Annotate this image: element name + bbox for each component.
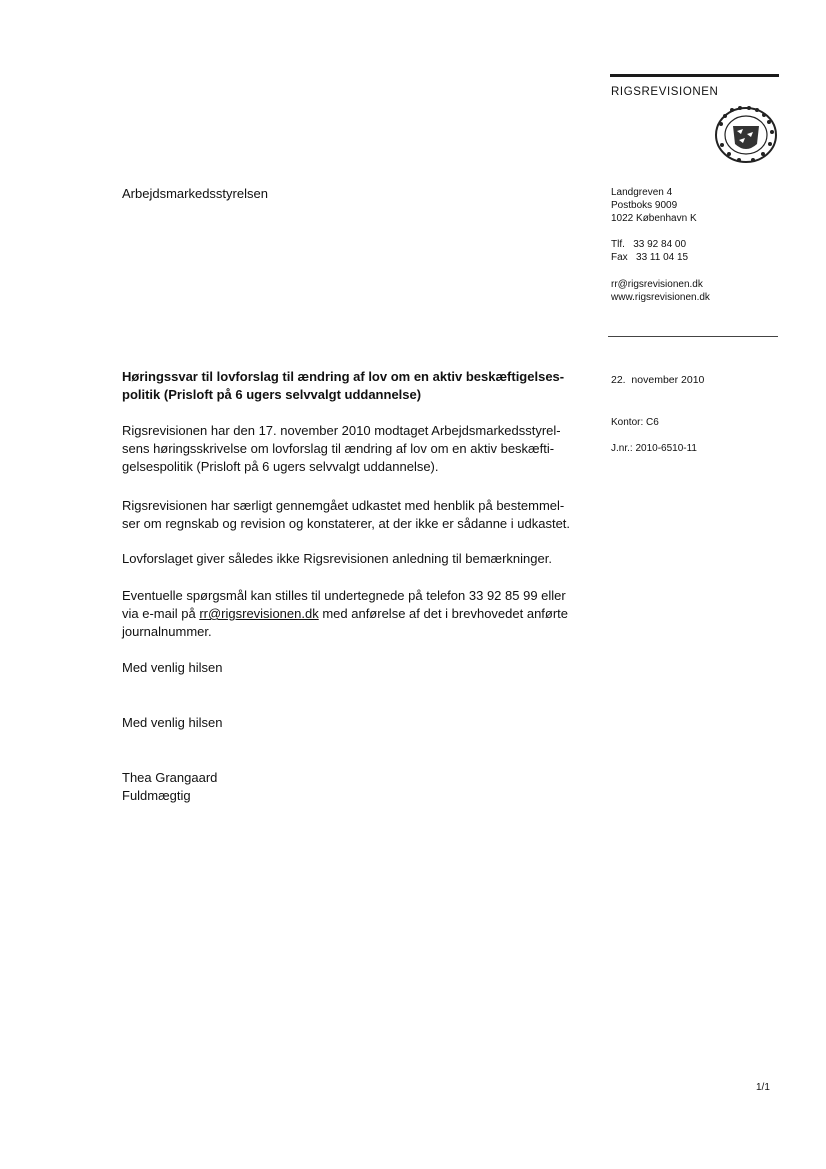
website-address: www.rigsrevisionen.dk: [611, 292, 710, 303]
paragraph-line: Rigsrevisionen har særligt gennemgået udkastet med henblik på bestemmel-: [122, 498, 565, 513]
journal-number: J.nr.: 2010-6510-11: [611, 443, 697, 454]
paragraph-contact: [122, 587, 584, 641]
paragraph-line: ser om regnskab og revision og konstaterer, at der ikke er sådanne i udkastet.: [122, 516, 571, 531]
page-number: 1/1: [756, 1082, 770, 1093]
sidebar-web: [611, 278, 710, 304]
signer-title: Fuldmægtig: [122, 788, 191, 803]
signer-name: Thea Grangaard: [122, 770, 218, 785]
address-line: Landgreven 4: [611, 187, 673, 198]
subject-line: Høringssvar til lovforslag til ændring af lov om en aktiv beskæftigelses-: [122, 369, 565, 384]
sidebar-divider: [608, 336, 778, 337]
recipient-name: Arbejdsmarkedsstyrelsen: [122, 186, 268, 201]
paragraph-review: [122, 497, 584, 533]
folketinget-seal-icon: [713, 104, 779, 164]
address-line: Postboks 9009: [611, 200, 678, 211]
org-name: RIGSREVISIONEN: [611, 86, 719, 98]
paragraph-line: Eventuelle spørgsmål kan stilles til undertegnede på telefon 33 92 85 99 eller: [122, 588, 566, 603]
signature-block: [122, 769, 584, 805]
closing-greeting-repeat: Med venlig hilsen: [122, 715, 223, 730]
paragraph-line-with-email: [122, 605, 584, 623]
email-address: rr@rigsrevisionen.dk: [611, 279, 703, 290]
sidebar-address: [611, 186, 697, 225]
email-link[interactable]: rr@rigsrevisionen.dk: [199, 606, 319, 621]
letter-subject: [122, 368, 584, 404]
fax-line: Fax 33 11 04 15: [611, 252, 689, 263]
paragraph-line: Rigsrevisionen har den 17. november 2010 modtaget Arbejdsmarkedsstyrel-: [122, 423, 561, 438]
closing-greeting: Med venlig hilsen: [122, 660, 223, 675]
letter-date: 22. november 2010: [611, 374, 705, 386]
paragraph-conclusion: Lovforslaget giver således ikke Rigsrevisionen anledning til bemærkninger.: [122, 551, 552, 566]
phone-line: Tlf. 33 92 84 00: [611, 239, 687, 250]
paragraph-line: journalnummer.: [122, 624, 212, 639]
header-top-rule: [610, 74, 779, 77]
office-code: Kontor: C6: [611, 417, 659, 428]
email-suffix: med anførelse af det i brevhovedet anførte: [318, 606, 569, 621]
paragraph-line: gelsespolitik (Prisloft på 6 ugers selvvalgt uddannelse).: [122, 459, 439, 474]
paragraph-received: [122, 422, 584, 476]
paragraph-line: sens høringsskrivelse om lovforslag til ændring af lov om en aktiv beskæfti-: [122, 441, 555, 456]
sidebar-phone: [611, 238, 688, 264]
email-prefix: via e-mail på: [122, 606, 200, 621]
subject-line: politik (Prisloft på 6 ugers selvvalgt uddannelse): [122, 387, 422, 402]
address-line: 1022 København K: [611, 213, 697, 224]
